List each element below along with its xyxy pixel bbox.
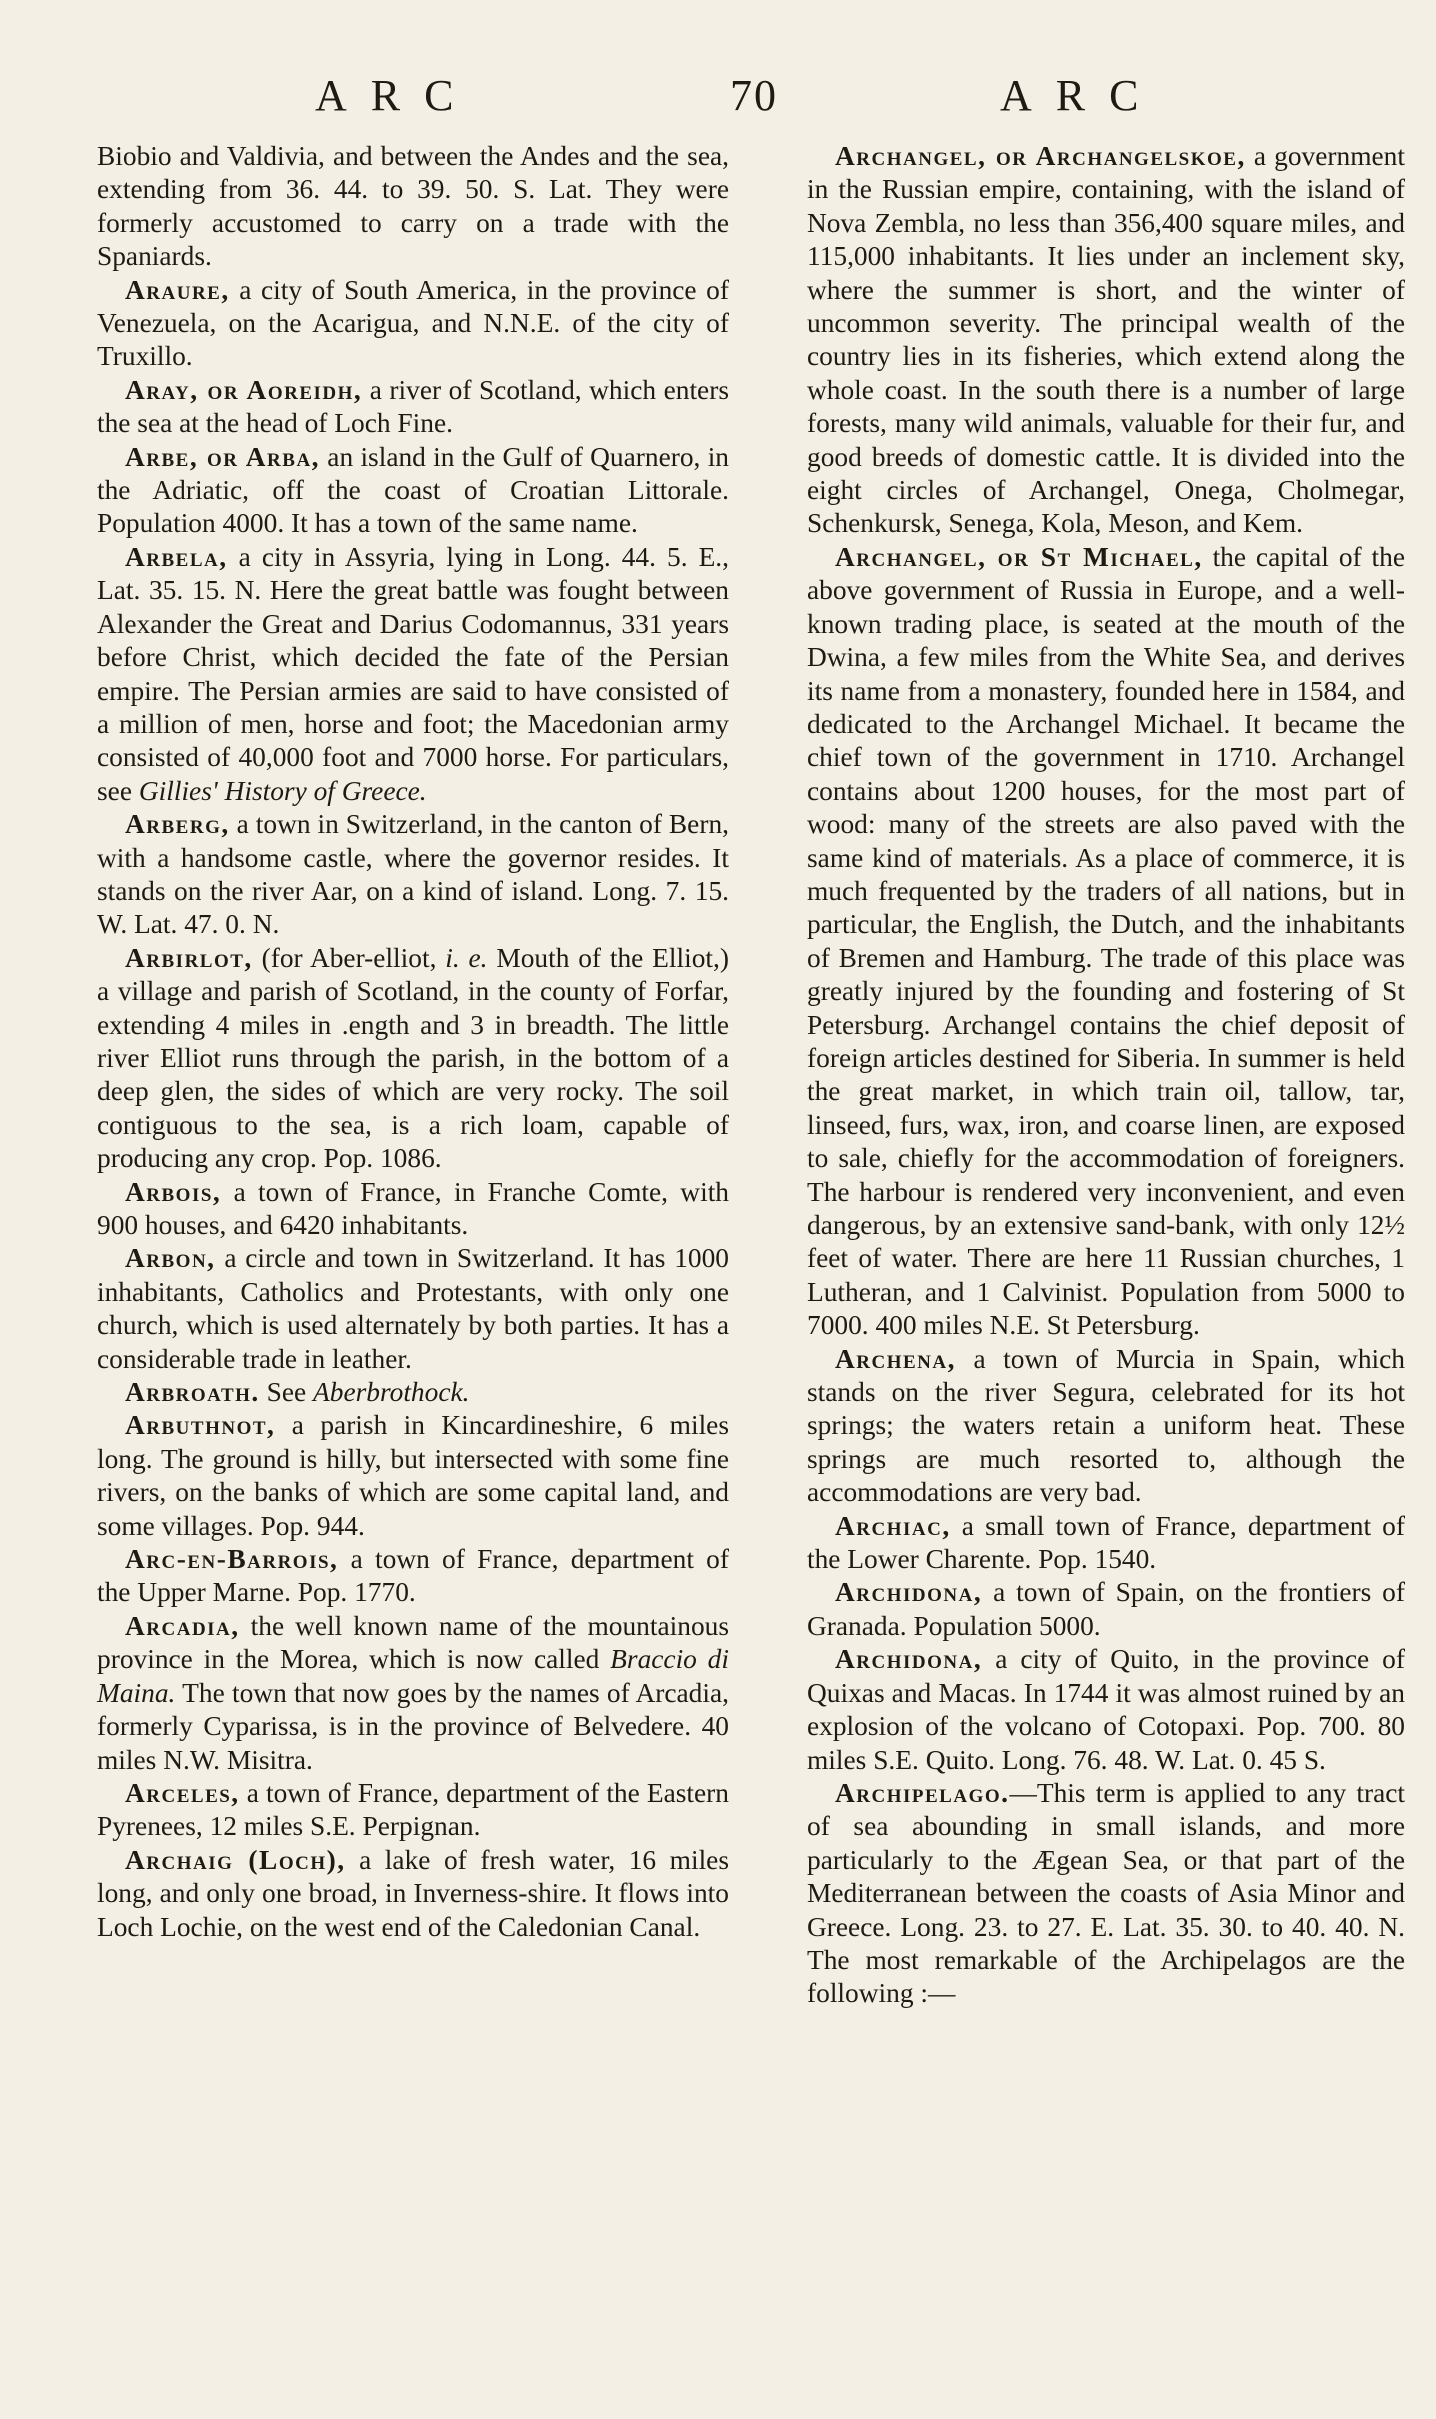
entry-text: a parish in Kincardineshire, 6 miles long. The ground is hilly, but intersected with some fine rivers, on the banks of which are some capital land, and some villages. Pop. 944. xyxy=(97,1410,729,1541)
dictionary-entry xyxy=(807,1510,1405,1577)
entry-text: a town of Murcia in Spain, which stands on the river Segura, celebrated for its hot springs; the waters retain a uniform heat. These springs are much resorted to, although the accommodations are very bad. xyxy=(807,1343,1405,1508)
entry-headword: Archangel, or St Michael, xyxy=(835,541,1203,572)
dictionary-entry xyxy=(97,1376,729,1409)
entry-text: a city of Quito, in the province of Quixas and Macas. In 1744 it was almost ruined by an explosion of the volcano of Cotopaxi. Pop. 700. 80 miles S.E. Quito. Long. 76. 48. W. Lat. 0. 45 S. xyxy=(807,1644,1405,1775)
dictionary-entry xyxy=(97,1409,729,1543)
entry-text: the capital of the above government of Russia in Europe, and a well-known trading place, is seated at the mouth of the Dwina, a few miles from the White Sea, and derives its name from a monastery, founded here in 1584, and dedicated to the Archangel Michael. It became the chief town of the government in 1710. Archangel contains about 1200 houses, for the most part of wood: many of the streets are also paved with the same kind of materials. As a place of commerce, it is much frequented by the traders of all nations, but in particular, the English, the Dutch, and the inhabitants of Bremen and Hamburg. The trade of this place was greatly injured by the founding and fostering of St Petersburg. Archangel contains the chief deposit of foreign articles destined for Siberia. In summer is held the great market, in which train oil, tallow, tar, linseed, furs, wax, iron, and coarse linen, are exposed to sale, chiefly for the accommodation of foreigners. The harbour is rendered very inconvenient, and even dangerous, by an extensive sand-bank, with only 12½ feet of water. There are here 11 Russian churches, 1 Lutheran, and 1 Calvinist. Population from 5000 to 7000. 400 miles N.E. St Petersburg. xyxy=(807,541,1405,1341)
entry-text: a river of Scotland, which enters the sea at the head of Loch Fine. xyxy=(97,374,729,439)
entry-headword: Arc-en-Barrois, xyxy=(125,1544,339,1575)
entry-italic-text: Gillies' History of Greece. xyxy=(138,775,427,806)
entry-headword: Arbe, or Arba, xyxy=(125,441,321,472)
dictionary-entry xyxy=(807,1343,1405,1510)
dictionary-entry xyxy=(807,1576,1405,1643)
entry-headword: Arbuthnot, xyxy=(125,1410,276,1441)
entry-headword: Arbois, xyxy=(125,1176,222,1207)
entry-headword: Arceles, xyxy=(125,1777,240,1808)
left-column xyxy=(97,140,729,1944)
entry-headword: Archidona, xyxy=(835,1577,983,1608)
header-left-word: ARC xyxy=(315,71,478,120)
dictionary-entry xyxy=(97,274,729,374)
dictionary-entry xyxy=(97,1844,729,1944)
dictionary-entry xyxy=(97,1242,729,1376)
entry-headword: Arbela, xyxy=(125,541,228,572)
entry-text: a town of France, in Franche Comte, with 900 houses, and 6420 inhabitants. xyxy=(97,1176,729,1240)
dictionary-entry xyxy=(97,1176,729,1243)
entry-text: an island in the Gulf of Quarnero, in the Adriatic, off the coast of Croatian Littorale. Population 4000. It has a town of the same name. xyxy=(97,441,729,539)
entry-text: Biobio and Valdivia, and between the Andes and the sea, extending from 36. 44. to 39. 50. S. Lat. They were formerly accustomed to carry on a trade with the Spaniards. xyxy=(97,141,729,272)
entry-text: a small town of France, department of the Lower Charente. Pop. 1540. xyxy=(807,1510,1405,1575)
entry-text: See xyxy=(259,1377,314,1408)
entry-headword: Aray, or Aoreidh, xyxy=(125,374,363,405)
entry-headword: Arbon, xyxy=(125,1243,216,1274)
entry-headword: Archidona, xyxy=(835,1644,983,1675)
entry-headword: Archena, xyxy=(835,1343,956,1374)
entry-headword: Archangel, or Archangelskoe, xyxy=(835,141,1246,171)
dictionary-entry xyxy=(807,1777,1405,2011)
entry-italic-text: Braccio di Maina. xyxy=(97,1644,729,1708)
entry-headword: Archipelago. xyxy=(835,1777,1010,1808)
header-right-word: ARC xyxy=(1000,71,1163,120)
dictionary-entry xyxy=(807,140,1405,541)
entry-headword: Archaig (Loch), xyxy=(125,1844,346,1875)
dictionary-entry xyxy=(97,1610,729,1777)
dictionary-entry xyxy=(97,1543,729,1610)
entry-text: (for Aber-elliot, xyxy=(252,942,446,973)
dictionary-entry xyxy=(807,1643,1405,1777)
entry-text: the well known name of the mountainous province in the Morea, which is now called xyxy=(97,1610,729,1675)
entry-text-continued: The town that now goes by the names of Arcadia, formerly Cyparissa, is in the province of Belvedere. 40 miles N.W. Misitra. xyxy=(97,1677,729,1775)
entry-headword: Archiac, xyxy=(835,1510,951,1541)
dictionary-entry xyxy=(97,942,729,1176)
entry-text: a town of Spain, on the frontiers of Granada. Population 5000. xyxy=(807,1577,1405,1641)
entry-italic-text: i. e. xyxy=(445,942,488,973)
page-number: 70 xyxy=(730,71,778,120)
entry-italic-text: Aberbrothock. xyxy=(313,1377,470,1408)
entry-text: a town of France, department of the Upper Marne. Pop. 1770. xyxy=(97,1544,729,1608)
entry-headword: Arberg, xyxy=(125,809,230,840)
entry-headword: Araure, xyxy=(125,274,230,305)
entry-text: a city of South America, in the province of Venezuela, on the Acarigua, and N.N.E. of the city of Truxillo. xyxy=(97,274,729,372)
entry-text: a city in Assyria, lying in Long. 44. 5. E., Lat. 35. 15. N. Here the great battle was fought between Alexander the Great and Darius Codomannus, 331 years before Christ, which decided the fate of the Persian empire. The Persian armies are said to have consisted of a million of men, horse and foot; the Macedonian army consisted of 40,000 foot and 7000 horse. For particulars, see xyxy=(97,541,729,806)
entry-text: a town of France, department of the Eastern Pyrenees, 12 miles S.E. Perpignan. xyxy=(97,1777,729,1842)
running-header xyxy=(0,70,1436,130)
dictionary-entry xyxy=(97,374,729,441)
dictionary-entry xyxy=(97,541,729,808)
entry-text: a town in Switzerland, in the canton of Bern, with a handsome castle, where the governor resides. It stands on the river Aar, on a kind of island. Long. 7. 15. W. Lat. 47. 0. N. xyxy=(97,809,729,940)
entry-headword: Arbirlot, xyxy=(125,942,253,973)
entry-headword: Arbroath. xyxy=(125,1377,260,1408)
entry-headword: Arcadia, xyxy=(125,1610,240,1641)
entry-text: a lake of fresh water, 16 miles long, and only one broad, in Inverness-shire. It flows into Loch Lochie, on the west end of the Caledonian Canal. xyxy=(97,1844,729,1942)
dictionary-entry xyxy=(97,140,729,274)
entry-text-continued: Mouth of the Elliot,) a village and parish of Scotland, in the county of Forfar, extending 4 miles in .ength and 3 in breadth. The little river Elliot runs through the parish, in the bottom of a deep glen, the sides of which are very rocky. The soil contiguous to the sea, is a rich loam, capable of producing any crop. Pop. 1086. xyxy=(97,942,730,1174)
entry-text: a government in the Russian empire, containing, with the island of Nova Zembla, no less than 356,400 square miles, and 115,000 inhabitants. It lies under an inclement sky, where the summer is short, and the winter of uncommon severity. The principal wealth of the country lies in its fisheries, which extend along the whole coast. In the south there is a number of large forests, many wild animals, valuable for their fur, and good breeds of domestic cattle. It is divided into the eight circles of Archangel, Onega, Cholmegar, Schenkursk, Senega, Kola, Meson, and Kem. xyxy=(807,141,1405,539)
entry-text: a circle and town in Switzerland. It has 1000 inhabitants, Catholics and Protestants, with only one church, which is used alternately by both parties. It has a considerable trade in leather. xyxy=(97,1243,729,1374)
dictionary-entry xyxy=(97,808,729,942)
dictionary-entry xyxy=(97,441,729,541)
dictionary-entry xyxy=(807,541,1405,1343)
dictionary-entry xyxy=(97,1777,729,1844)
right-column xyxy=(807,140,1405,2011)
entry-text: —This term is applied to any tract of sea abounding in small islands, and more particularly to the Ægean Sea, or that part of the Mediterranean between the coasts of Asia Minor and Greece. Long. 23. to 27. E. Lat. 35. 30. to 40. 40. N. The most remarkable of the Archipelagos are the following :— xyxy=(807,1777,1405,2009)
